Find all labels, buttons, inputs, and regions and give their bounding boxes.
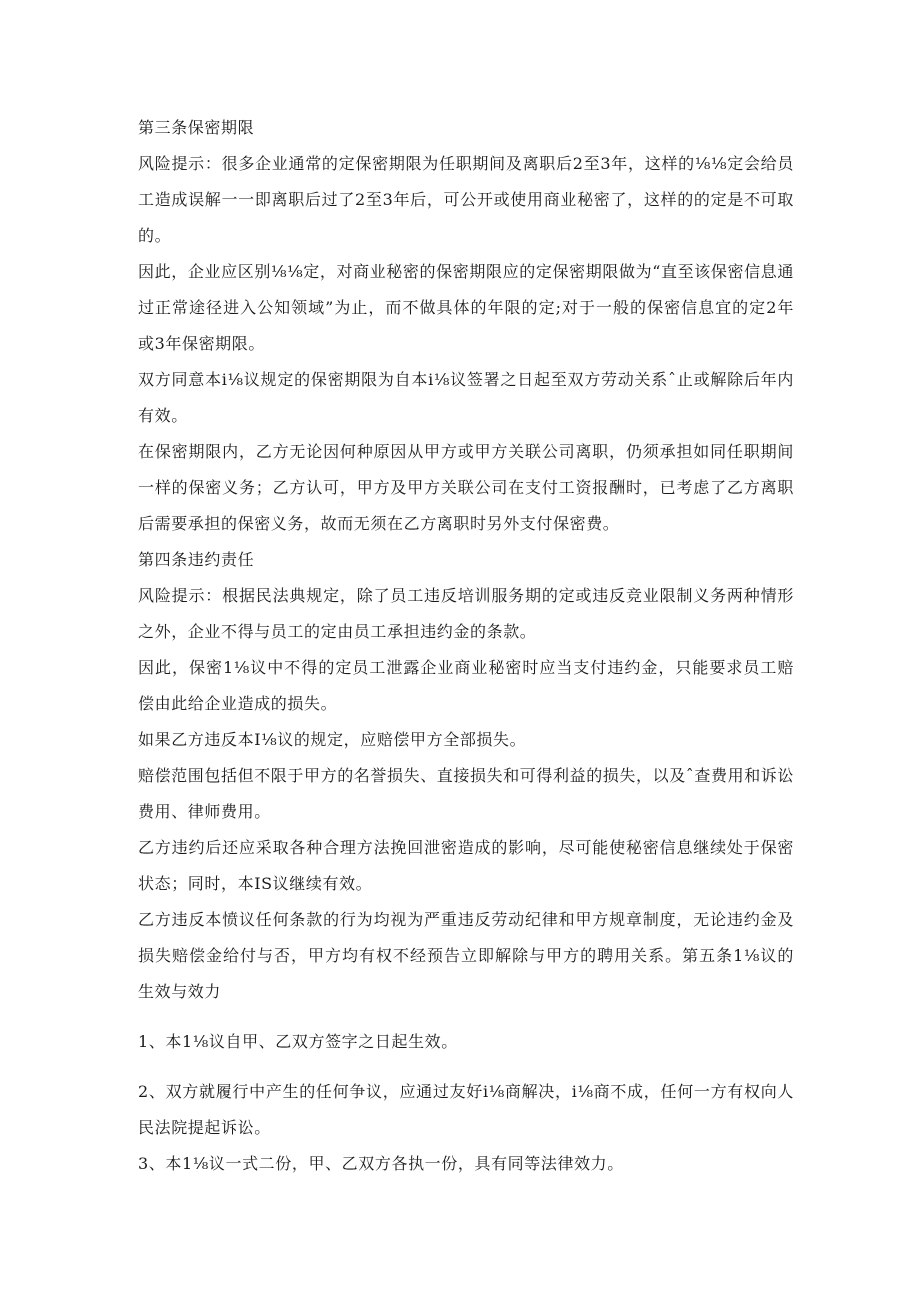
paragraph: 乙方违反本愤议任何条款的行为均视为严重违反劳动纪律和甲方规章制度，无论违约金及损失赔偿金给付与否，甲方均有权不经预告立即解除与甲方的聘用关系。第五条1⅛议的生效与效力 <box>138 910 794 1001</box>
paragraph: 在保密期限内，乙方无论因何种原因从甲方或甲方关联公司离职，仍须承担如同任职期间一样的保密义务；乙方认可，甲方及甲方关联公司在支付工资报酬时，已考虑了乙方离职后需要承担的保密义务，故而无须在乙方离职时另外支付保密费。 <box>138 442 794 533</box>
list-item-2: 2、双方就履行中产生的任何争议，应通过友好i⅛商解决，i⅛商不成，任何一方有权向人民法院提起诉讼。 <box>138 1082 794 1137</box>
list-item-1: 1、本1⅛议自甲、乙双方签字之日起生效。 <box>138 1032 458 1051</box>
paragraph: 乙方违约后还应采取各种合理方法挽回泄密造成的影响，尽可能使秘密信息继续处于保密状态；同时，本IS议继续有效。 <box>138 838 794 893</box>
paragraph-risk-note-2: 风险提示：根据民法典规定，除了员工违反培训服务期的定或违反竞业限制义务两种情形之外，企业不得与员工的定由员工承担违约金的条款。 <box>138 586 794 641</box>
paragraph: 如果乙方违反本I⅛议的规定，应赔偿甲方全部损失。 <box>138 730 527 749</box>
paragraph: 双方同意本i⅛议规定的保密期限为自本i⅛议签署之日起至双方劳动关系ˆ止或解除后年内有效。 <box>138 370 794 425</box>
section-heading-article-4: 第四条违约责任 <box>138 550 255 569</box>
paragraph: 因此，企业应区别⅛⅛定，对商业秘密的保密期限应的定保密期限做为“直至该保密信息通过正常途径进入公知领域”为止，而不做具体的年限的定;对于一般的保密信息宜的定2年或3年保密期限。 <box>138 262 794 353</box>
paragraph: 因此，保密1⅛议中不得的定员工泄露企业商业秘密时应当支付违约金，只能要求员工赔偿由此给企业造成的损失。 <box>138 658 794 713</box>
paragraph: 赔偿范围包括但不限于甲方的名誉损失、直接损失和可得利益的损失，以及ˆ查费用和诉讼费用、律师费用。 <box>138 766 795 821</box>
section-heading-article-3: 第三条保密期限 <box>138 118 255 137</box>
document-body <box>138 110 794 1182</box>
list-item-3: 3、本1⅛议一式二份，甲、乙双方各执一份，具有同等法律效力。 <box>138 1154 624 1173</box>
paragraph-risk-note-1: 风险提示：很多企业通常的定保密期限为任职期间及离职后2至3年，这样的⅛⅛定会给员工造成误解一一即离职后过了2至3年后，可公开或使用商业秘密了，这样的的定是不可取的。 <box>138 154 794 245</box>
